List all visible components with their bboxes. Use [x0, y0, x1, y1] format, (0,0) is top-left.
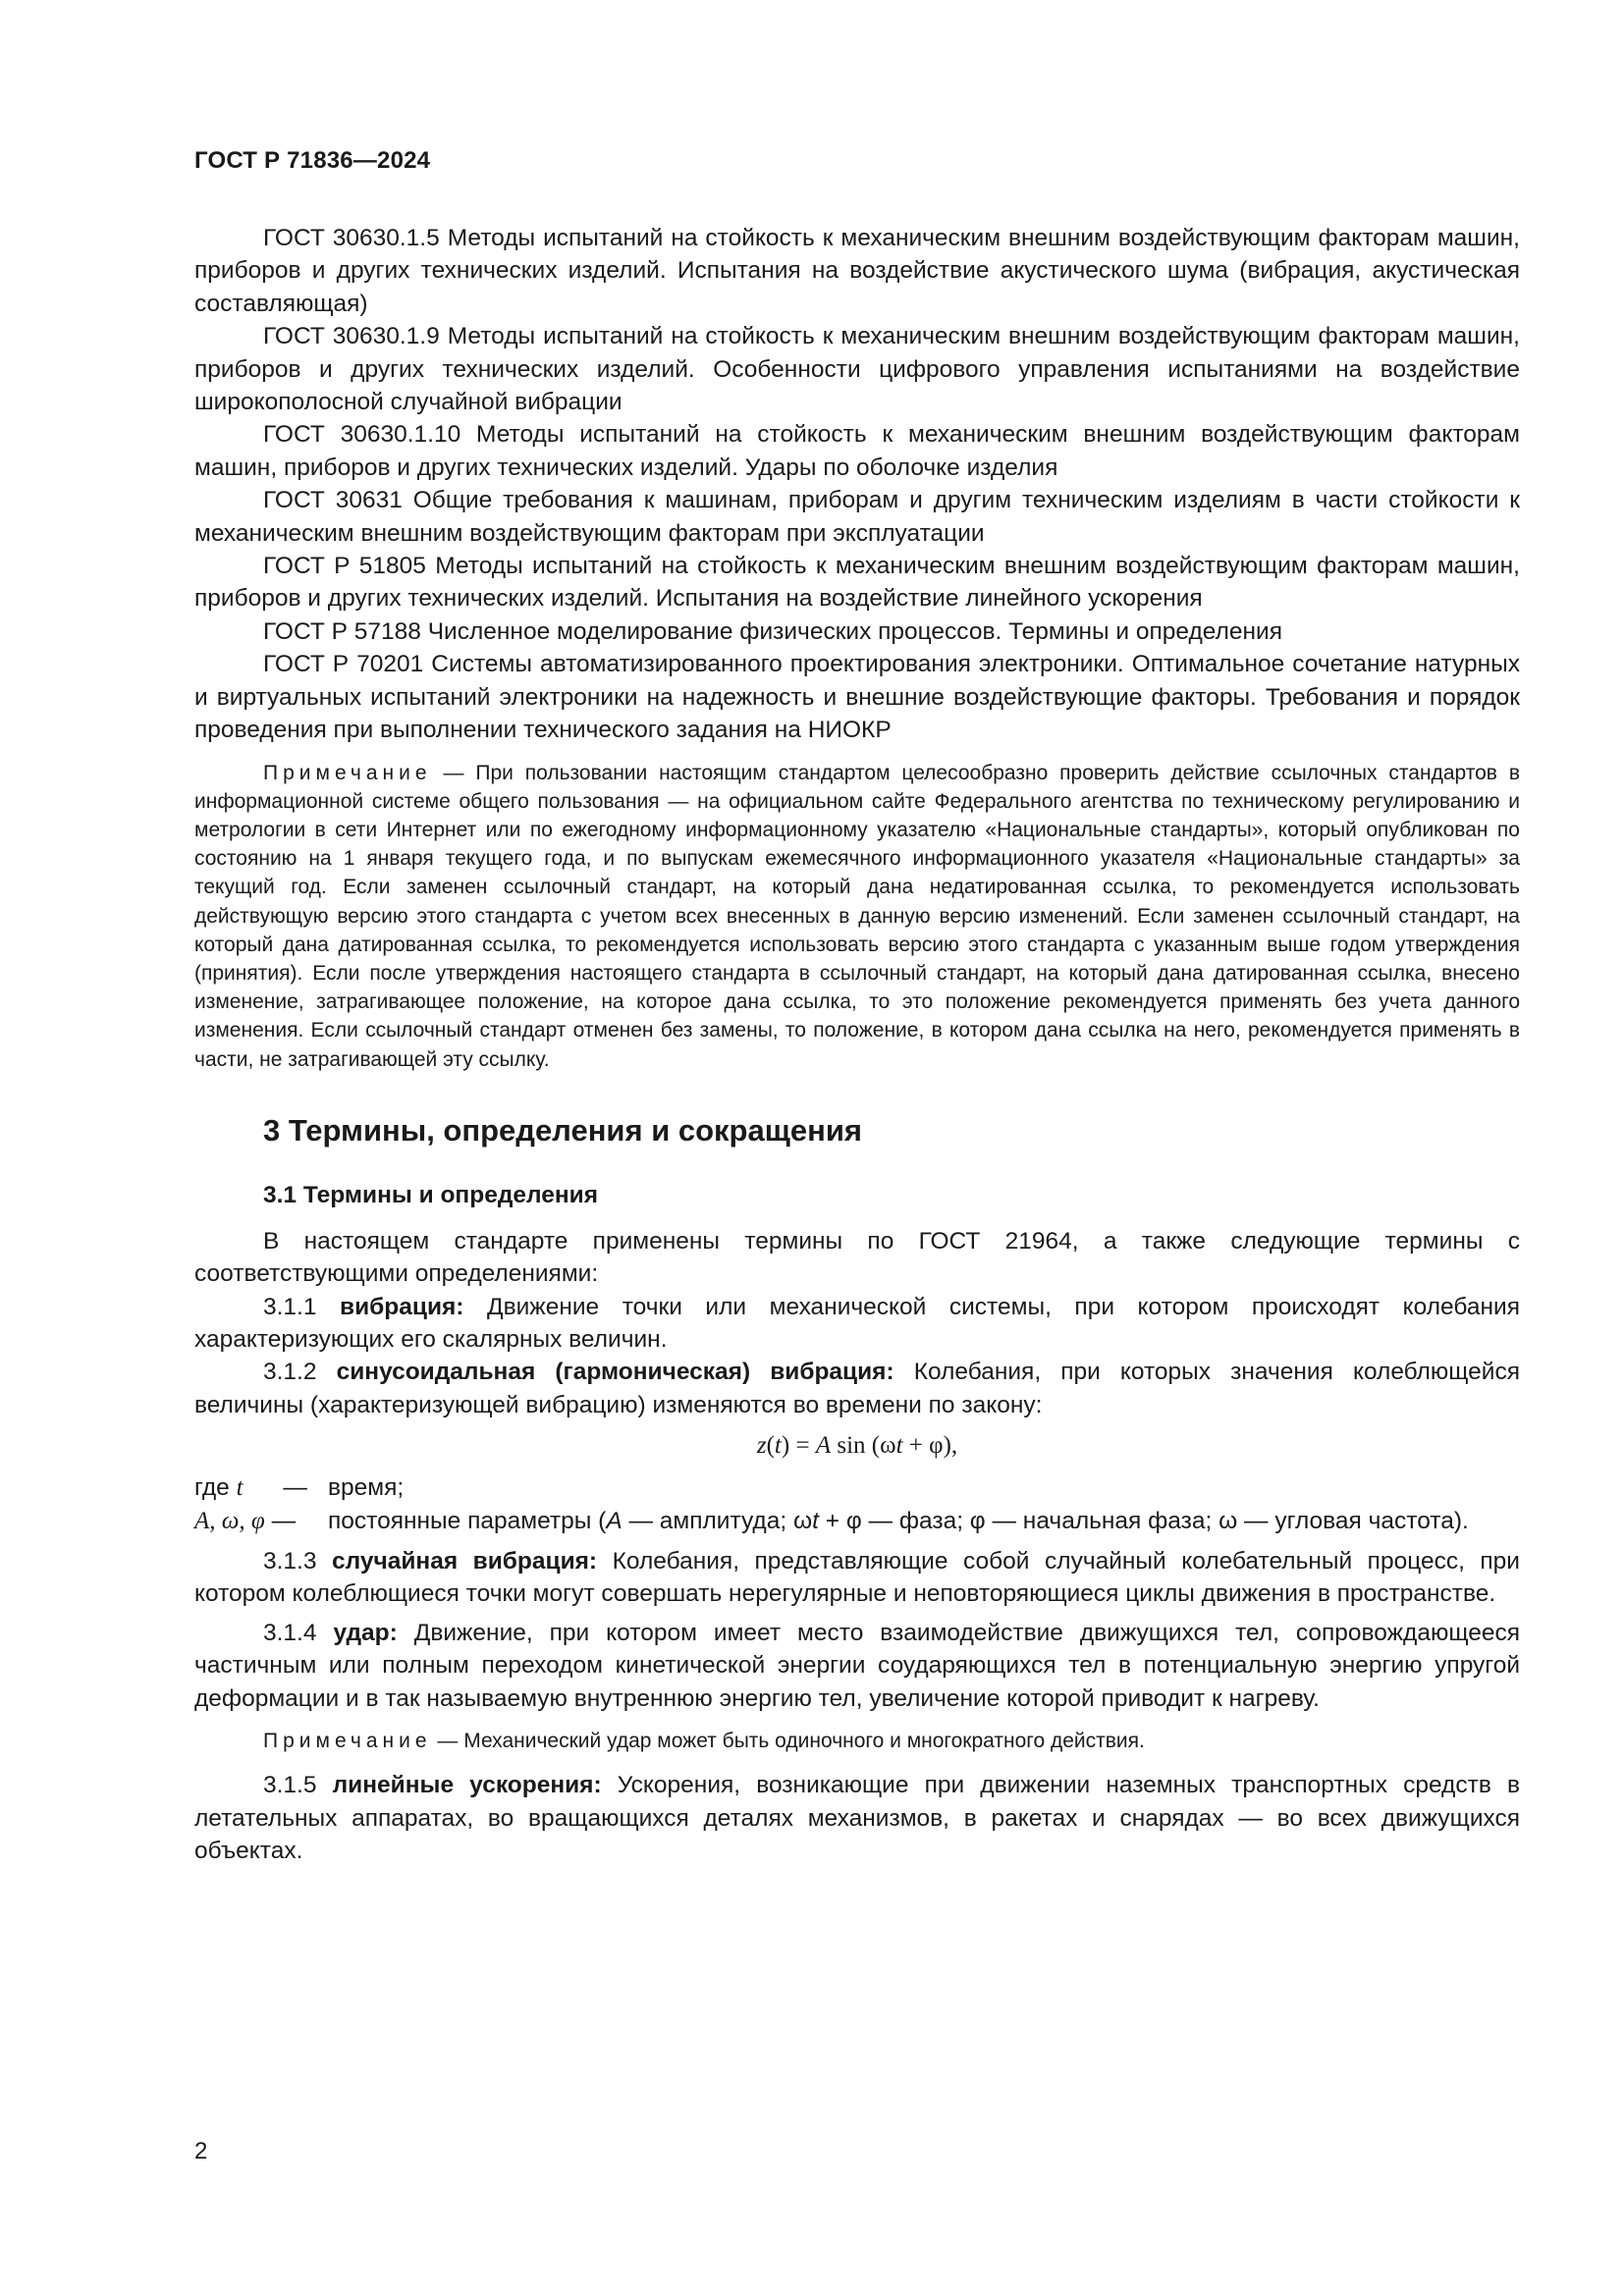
reference-item [194, 418, 1520, 484]
reference-code: ГОСТ Р 51805 [263, 553, 426, 580]
note-label: Примечание [263, 1730, 432, 1753]
note-text: — Механический удар может быть одиночного и многократного действия. [431, 1730, 1145, 1753]
term-name: удар: [333, 1619, 398, 1646]
reference-title: Методы испытаний на стойкость к механическим внешним воздействующим факторам машин, приборов и других технических изделий. Испытания на воздействие линейного ускорения [194, 553, 1520, 613]
reference-title: Методы испытаний на стойкость к механическим внешним воздействующим факторам машин, приборов и других технических изделий. Особенности цифрового управления испытаниями на воздействие широкополосной случайной вибрации [194, 323, 1520, 416]
page-number: 2 [194, 2138, 208, 2164]
section-3-heading: 3 Термины, определения и сокращения [263, 1112, 862, 1148]
sine-formula: z(t) = A sin (ωt + φ), [756, 1432, 958, 1460]
reference-code: ГОСТ Р 57188 [263, 617, 421, 645]
legend-symbol: где t — [194, 1474, 307, 1502]
term-definition: Движение точки или механической системы, при котором происходят колебания характеризующих его скалярных величин. [194, 1293, 1520, 1353]
reference-item [194, 615, 1520, 648]
term-name: случайная вибрация: [332, 1547, 598, 1575]
reference-code: ГОСТ 30630.1.9 [263, 323, 440, 350]
reference-item [194, 320, 1520, 418]
term-definition: Колебания, представляющие собой случайный колебательный процесс, при котором колеблющиеся точки могут совершать нерегулярные и неповторяющиеся циклы движения в пространстве. [194, 1547, 1520, 1608]
term-3-1-5 [194, 1769, 1520, 1867]
reference-title: Методы испытаний на стойкость к механическим внешним воздействующим факторам машин, приборов и других технических изделий. Удары по оболочке изделия [194, 421, 1520, 481]
section-3-1-intro: В настоящем стандарте применены термины по ГОСТ 21964, а также следующие термины с соответствующими определениями: [194, 1227, 1520, 1288]
term-3-1-1 [194, 1291, 1520, 1357]
reference-title: Численное моделирование физических процессов. Термины и определения [420, 617, 1283, 645]
term-number: 3.1.4 [263, 1619, 334, 1646]
reference-title: Системы автоматизированного проектирования электроники. Оптимальное сочетание натурных и виртуальных испытаний электроники на надежность и внешние воздействующие факторы. Требования и порядок проведения при выполнении технического задания на НИОКР [194, 651, 1520, 744]
reference-code: ГОСТ 30631 [263, 487, 403, 514]
reference-title: Общие требования к машинам, приборам и другим техническим изделиям в части стойкости к механическим внешним воздействующим факторам при эксплуатации [194, 487, 1521, 547]
note-label: Примечание [263, 761, 432, 784]
term-number: 3.1.2 [263, 1359, 337, 1386]
term-name: вибрация: [340, 1293, 464, 1320]
reference-item [194, 550, 1520, 615]
legend-description: время; [328, 1474, 405, 1502]
term-name: линейные ускорения: [332, 1772, 602, 1799]
term-definition: Движение, при котором имеет место взаимодействие движущихся тел, сопровождающееся частичным или полным переходом кинетической энергии соударяющихся тел в потенциальную энергию упругой деформации и в так называемую внутреннюю энергию тел, увеличение которой приводит к нагреву. [194, 1619, 1520, 1712]
reference-code: ГОСТ Р 70201 [263, 651, 424, 678]
reference-item [194, 222, 1520, 320]
note-text: — При пользовании настоящим стандартом целесообразно проверить действие ссылочных стандартов в информационной системе общего пользования — на официальном сайте Федерального агентства по техническому регулированию и метрологии в сети Интернет или по ежегодному информационному указателю «Национальные стандарты», который опубликован по состоянию на 1 января текущего года, и по выпускам ежемесячного информационного указателя «Национальные стандарты» за текущий год. Если заменен ссылочный стандарт, на который дана недатированная ссылка, то рекомендуется использовать действующую версию этого стандарта с учетом всех внесенных в данную версию изменений. Если заменен ссылочный стандарт, на который дана датированная ссылка, то рекомендуется использовать версию этого стандарта с указанным выше годом утверждения (принятия). Если после утверждения настоящего стандарта в ссылочный стандарт, на который дана датированная ссылка, внесено изменение, затрагивающее положение, на которое дана ссылка, то это положение рекомендуется применять без учета данного изменения. Если ссылочный стандарт отменен без замены, то положение, в котором дана ссылка на него, рекомендуется применять в части, не затрагивающей эту ссылку. [194, 761, 1520, 1071]
term-3-1-3 [194, 1545, 1520, 1611]
reference-title: Методы испытаний на стойкость к механическим внешним воздействующим факторам машин, приборов и других технических изделий. Испытания на воздействие акустического шума (вибрация, акустическая составляющая) [194, 225, 1520, 317]
term-name: синусоидальная (гармоническая) вибрация: [336, 1359, 894, 1386]
normative-references-list [194, 222, 1520, 747]
legend-symbol: A, ω, φ — [194, 1507, 297, 1534]
page-content [194, 222, 1520, 1867]
term-3-1-2 [194, 1356, 1520, 1421]
reference-item [194, 484, 1520, 550]
term-definition: Ускорения, возникающие при движении наземных транспортных средств в летательных аппаратах, во вращающихся деталях механизмов, в ракетах и снарядах — во всех движущихся объектах. [194, 1772, 1520, 1865]
reference-item [194, 648, 1520, 746]
impact-note [194, 1727, 1520, 1755]
formula-legend [194, 1471, 1520, 1537]
legend-row [194, 1471, 1520, 1504]
term-3-1-4 [194, 1617, 1520, 1715]
term-number: 3.1.1 [263, 1293, 341, 1320]
term-number: 3.1.3 [263, 1547, 333, 1575]
reference-code: ГОСТ 30630.1.10 [263, 421, 461, 449]
term-number: 3.1.5 [263, 1772, 333, 1799]
reference-code: ГОСТ 30630.1.5 [263, 225, 440, 251]
section-3-1-heading: 3.1 Термины и определения [263, 1181, 599, 1208]
references-note [194, 759, 1520, 1074]
term-definition: Колебания, при которых значения колеблющейся величины (характеризующей вибрацию) изменяются во времени по закону: [194, 1359, 1520, 1418]
document-number-header: ГОСТ Р 71836—2024 [194, 147, 431, 174]
legend-row [194, 1505, 1520, 1537]
legend-description: постоянные параметры (A — амплитуда; ωt + φ — фаза; φ — начальная фаза; ω — угловая частота). [328, 1507, 1469, 1534]
